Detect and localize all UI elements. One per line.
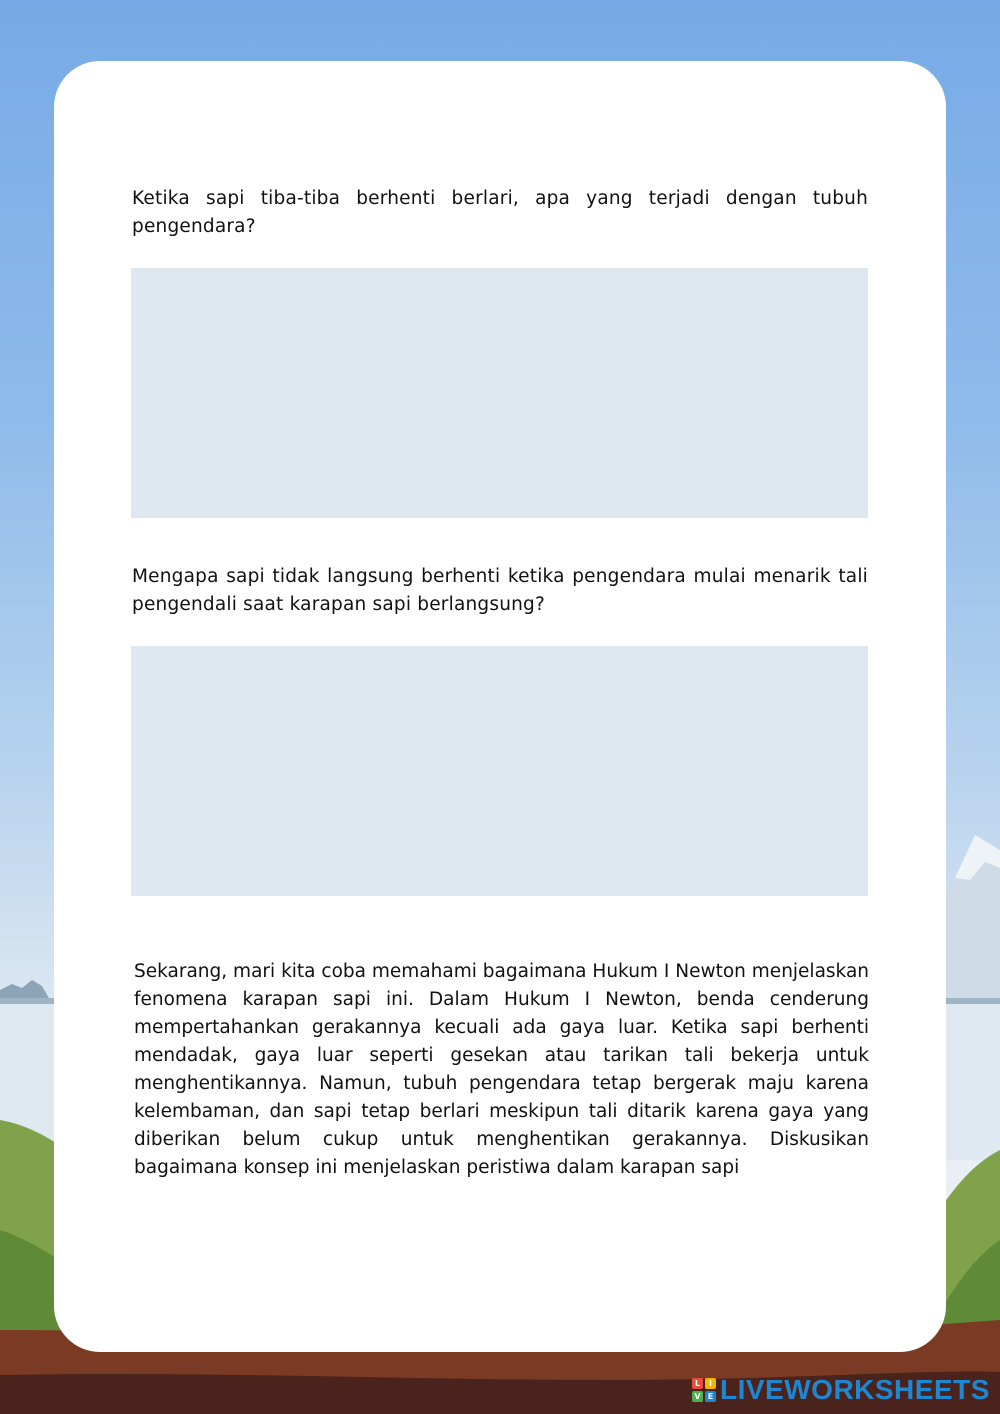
answer-2-field[interactable]: [131, 646, 868, 896]
question-2-text: Mengapa sapi tidak langsung berhenti ketika pengendara mulai menarik tali pengendali saat karapan sapi berlangsung?: [132, 566, 868, 615]
question-1-text: Ketika sapi tiba-tiba berhenti berlari, apa yang terjadi dengan tubuh pengendara?: [132, 188, 868, 237]
answer-1-field[interactable]: [131, 268, 868, 518]
logo-letter-v: V: [692, 1391, 703, 1402]
mountain-left: [0, 980, 50, 1000]
logo-letter-l: L: [692, 1378, 703, 1389]
liveworksheets-logo-icon: [692, 1378, 716, 1402]
logo-text: LIVEWORKSHEETS: [720, 1374, 990, 1405]
logo-letter-i: I: [705, 1378, 716, 1389]
liveworksheets-logo[interactable]: [692, 1374, 990, 1406]
logo-letter-e: E: [705, 1391, 716, 1402]
discussion-paragraph: Sekarang, mari kita coba memahami bagaimana Hukum I Newton menjelaskan fenomena karapan sapi ini. Dalam Hukum I Newton, benda cenderung mempertahankan gerakannya kecuali ada gaya luar. Ketika sapi berhenti mendadak, gaya luar seperti gesekan atau tarikan tali bekerja untuk menghentikannya. Namun, tubuh pengendara tetap bergerak maju karena kelembaman, dan sapi tetap berlari meskipun tali ditarik karena gaya yang diberikan belum cukup untuk menghentikan gerakannya. Diskusikan bagaimana konsep ini menjelaskan peristiwa dalam karapan sapi: [134, 961, 869, 1178]
